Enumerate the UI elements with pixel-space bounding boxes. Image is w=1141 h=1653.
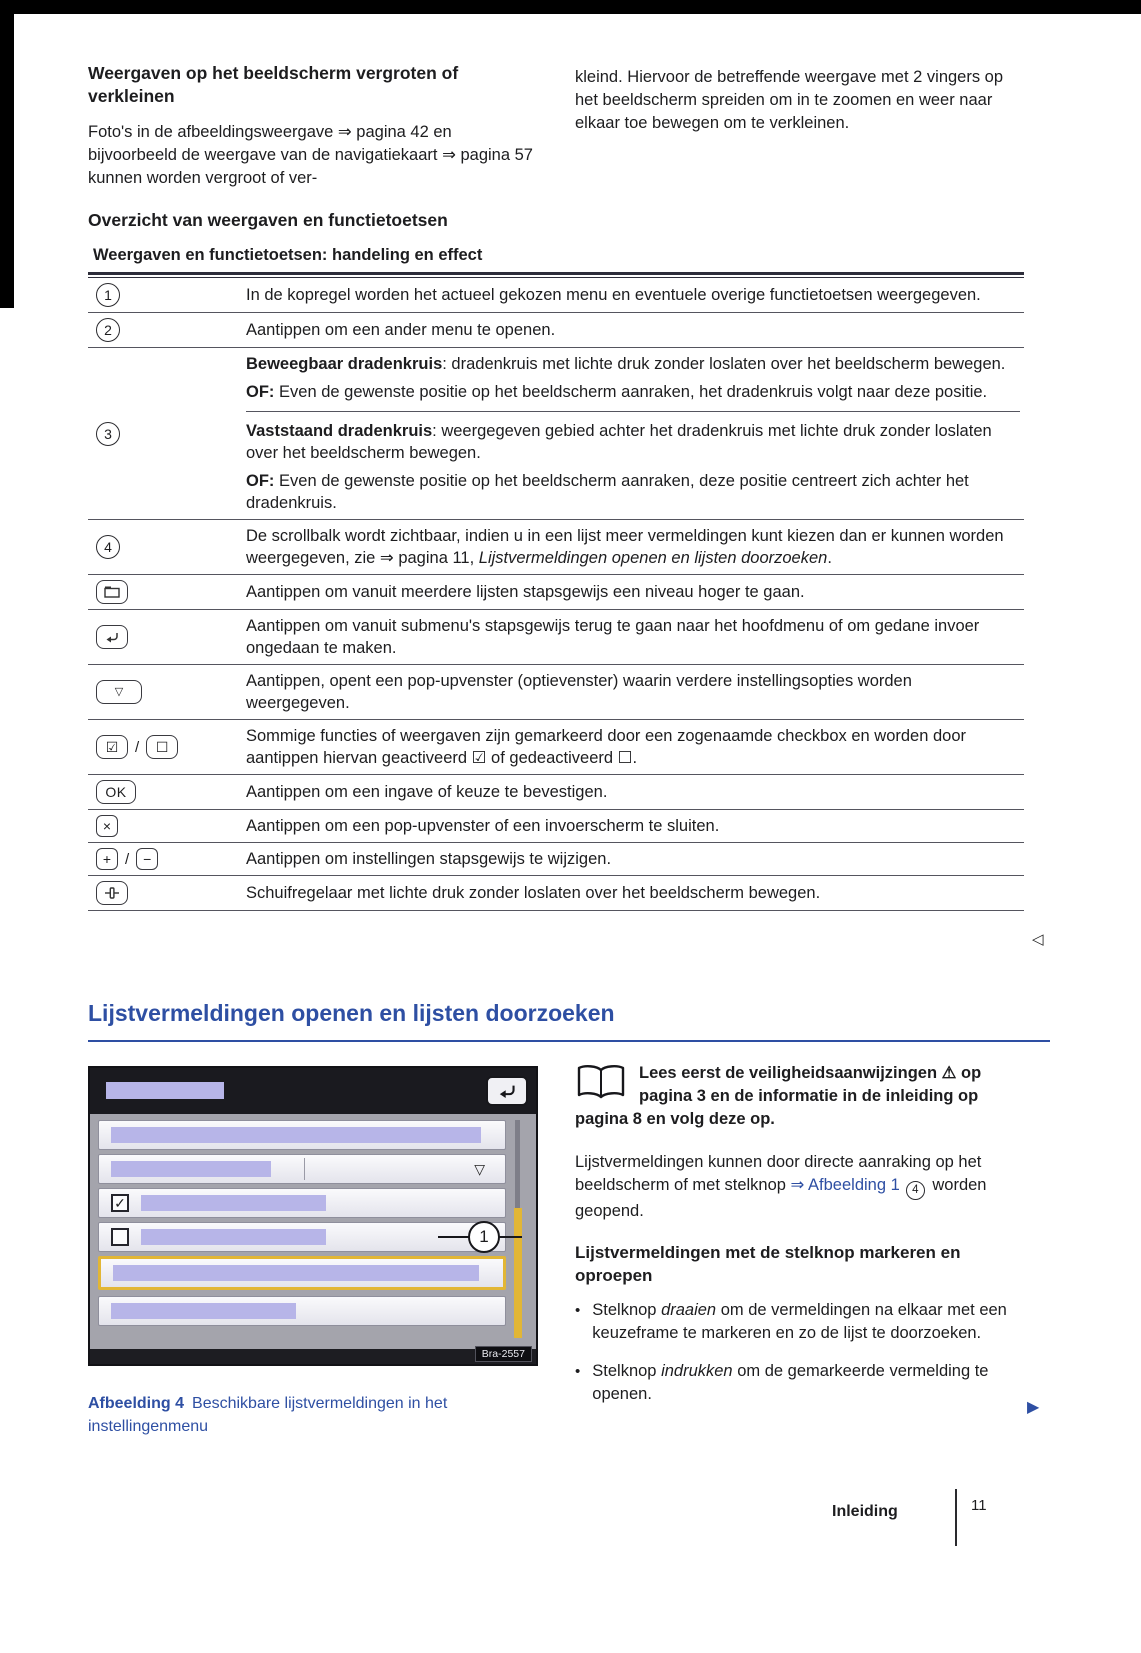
- row-symbol-cell: [88, 580, 246, 604]
- paragraph-tail: worden geopend.: [575, 1176, 987, 1220]
- figure-titlebar: [90, 1068, 536, 1114]
- warning-icon: ⚠: [941, 1064, 957, 1082]
- row-text: Aantippen, opent een pop-upvenster (optievenster) waarin verdere instellingsopties worden weergegeven.: [246, 672, 912, 712]
- list-entry-placeholder: [111, 1127, 481, 1143]
- level-up-key: [96, 580, 128, 604]
- figure-caption-text: Beschikbare lijstvermeldingen in het instellingenmenu: [88, 1395, 448, 1435]
- intro-left-column: [88, 62, 540, 190]
- minus-icon: −: [143, 851, 152, 867]
- paragraph: [575, 1151, 1027, 1223]
- checkbox-checked-icon: ☑: [105, 739, 119, 755]
- list-item-text: [592, 1299, 1027, 1345]
- bold-lead: Vaststaand dradenkruis: [246, 422, 433, 440]
- row-text-cell: [246, 319, 1024, 341]
- row-text: In de kopregel worden het actueel gekozen menu en eventuele overige functietoetsen weergegeven.: [246, 286, 981, 304]
- figure-scrollbar-thumb: [514, 1208, 522, 1338]
- row-symbol-cell: [88, 735, 246, 759]
- row-text-cell: [246, 882, 1024, 904]
- slider-icon: [104, 887, 120, 899]
- footer-page-number: 11: [971, 1497, 987, 1514]
- row-symbol-cell: [88, 780, 246, 804]
- figure-caption-label: Afbeelding 4: [88, 1395, 185, 1412]
- row-text-cell: [246, 848, 1024, 870]
- right-column: [575, 1062, 1027, 1421]
- row-symbol-cell: [88, 422, 246, 446]
- figure-list-entry: [98, 1188, 506, 1218]
- separator-slash: /: [125, 850, 130, 868]
- plus-icon: +: [102, 851, 112, 867]
- text-rest: Even de gewenste positie op het beeldscherm aanraken, het dradenkruis volgt naar deze positie.: [274, 383, 988, 401]
- row-text: [246, 381, 1020, 403]
- row-text: Aantippen om instellingen stapsgewijs te wijzigen.: [246, 850, 612, 868]
- circled-1-symbol: 1: [96, 283, 120, 307]
- bullet-icon: •: [575, 1363, 581, 1380]
- figure-back-button: [486, 1076, 528, 1106]
- ok-key: OK: [96, 780, 136, 804]
- row-symbol-cell: [88, 680, 246, 704]
- row-text-cell: [246, 525, 1024, 569]
- circled-3-symbol: 3: [96, 422, 120, 446]
- field-divider: [304, 1158, 305, 1180]
- row-symbol-cell: [88, 535, 246, 559]
- bullet-icon: •: [575, 1302, 581, 1319]
- table-row: [88, 720, 1024, 775]
- back-arrow-icon: [104, 631, 120, 644]
- figure-image-code: Bra-2557: [475, 1346, 532, 1362]
- back-key: [96, 625, 128, 649]
- row-symbol-cell: [88, 881, 246, 905]
- table-row: [88, 348, 1024, 520]
- paragraph-lead: Lijstvermeldingen kunnen door directe aanraking op het beeldscherm of met stelknop: [575, 1153, 982, 1194]
- checkbox-unchecked-icon: [111, 1228, 129, 1246]
- text-rest: Even de gewenste positie op het beeldscherm aanraken, deze positie centreert zich achter het dradenkruis.: [246, 472, 969, 512]
- safety-note: [575, 1062, 1027, 1131]
- table-row: [88, 843, 1024, 876]
- row-symbol-cell: [88, 318, 246, 342]
- italic-reference: Lijstvermeldingen openen en lijsten doorzoeken: [478, 549, 828, 567]
- text-tail: om de gemarkeerde vermelding te openen.: [592, 1362, 989, 1403]
- section-heading: Lijstvermeldingen openen en lijsten doorzoeken: [88, 1000, 615, 1026]
- close-key: [96, 815, 118, 837]
- list-entry-placeholder: [111, 1303, 296, 1319]
- row-symbol-cell: [88, 848, 246, 870]
- row-symbol-cell: [88, 625, 246, 649]
- text-tail: om de vermeldingen na elkaar met een keuzeframe te markeren en zo de lijst te doorzoeken.: [592, 1301, 1007, 1342]
- italic-term: indrukken: [661, 1362, 733, 1380]
- row-text-cell: [246, 815, 1024, 837]
- footer-section-title: Inleiding: [832, 1503, 898, 1520]
- overview-heading: Overzicht van weergaven en functietoetsen: [88, 210, 448, 230]
- separator-slash: /: [135, 738, 140, 756]
- figure-caption: [88, 1392, 540, 1438]
- row-text-cell: [246, 725, 1024, 769]
- footer-divider: [955, 1489, 957, 1546]
- intro-heading: Weergaven op het beeldscherm vergroten of verkleinen: [88, 63, 459, 106]
- list-entry-placeholder: [141, 1229, 326, 1245]
- row-text-cell: [246, 670, 1024, 714]
- row-text-cell: [246, 353, 1024, 514]
- row-text: Aantippen om een pop-upvenster of een invoerscherm te sluiten.: [246, 817, 720, 835]
- circled-4-symbol: 4: [96, 535, 120, 559]
- row-text-cell: [246, 284, 1024, 306]
- bold-lead: OF:: [246, 383, 275, 401]
- bold-lead: Beweegbaar dradenkruis: [246, 355, 443, 373]
- list-item: [575, 1299, 1027, 1345]
- text-rest: : dradenkruis met lichte druk zonder loslaten over het beeldscherm bewegen.: [442, 355, 1006, 373]
- checkbox-checked-inline-icon: ☑: [471, 749, 487, 767]
- list-entry-placeholder: [113, 1265, 479, 1281]
- section-continues-marker: ▶: [1027, 1399, 1040, 1416]
- list-item: [575, 1360, 1027, 1406]
- table-row: [88, 313, 1024, 348]
- row-text: Aantippen om vanuit submenu's stapsgewijs terug te gaan naar het hoofdmenu of om gedane invoer ongedaan te maken.: [246, 617, 980, 657]
- note-text-lead: Lees eerst de veiligheidsaanwijzingen: [639, 1064, 942, 1082]
- checkbox-checked-key: [96, 735, 128, 759]
- row-text: [246, 420, 1020, 464]
- table-row: [88, 810, 1024, 843]
- figure-afbeelding-4: [88, 1066, 538, 1366]
- checkbox-unchecked-key: [146, 735, 178, 759]
- row-text: Aantippen om vanuit meerdere lijsten stapsgewijs een niveau hoger te gaan.: [246, 583, 805, 601]
- plus-key: [96, 848, 118, 870]
- figure-list-entry-highlighted: [98, 1256, 506, 1290]
- row-text: [246, 525, 1020, 569]
- row-text: Aantippen om een ander menu te openen.: [246, 321, 556, 339]
- checkbox-checked-icon: [111, 1194, 129, 1212]
- intro-paragraph-right: kleind. Hiervoor de betreffende weergave met 2 vingers op het beeldscherm spreiden om in te zoomen en weer naar elkaar toe bewegen om te verkleinen.: [575, 68, 1004, 132]
- subsection-heading: Lijstvermeldingen met de stelknop markeren en oproepen: [575, 1243, 961, 1285]
- row-text-cell: [246, 615, 1024, 659]
- table-row: [88, 278, 1024, 313]
- table-row: [88, 775, 1024, 810]
- row-symbol-cell: [88, 815, 246, 837]
- section-continues-from-marker: ◁: [1032, 931, 1044, 948]
- row-text: Aantippen om een ingave of keuze te bevestigen.: [246, 783, 608, 801]
- text-lead: De scrollbalk wordt zichtbaar, indien u in een lijst meer vermeldingen kunt kiezen dan er kunnen worden weergegeven, zie ⇒ pagina 11,: [246, 527, 1004, 567]
- text-lead: Stelknop: [592, 1362, 662, 1380]
- row-text-cell: [246, 781, 1024, 803]
- figure-list-entry: [98, 1120, 506, 1150]
- checkbox-unchecked-icon: ☐: [155, 739, 169, 755]
- dropdown-icon: ▽: [474, 1161, 485, 1177]
- text-rest: : weergegeven gebied achter het dradenkruis met lichte druk zonder loslaten over het beeldscherm bewegen.: [246, 422, 992, 462]
- text-tail: .: [632, 749, 638, 767]
- row-text: [246, 470, 1020, 514]
- intro-paragraph-left: Foto's in de afbeeldingsweergave ⇒ pagina 42 en bijvoorbeeld de weergave van de navigatiekaart ⇒ pagina 57 kunnen worden vergroot of ver-: [88, 123, 533, 187]
- section-heading-rule: [88, 1040, 1050, 1042]
- text-tail: .: [827, 549, 832, 567]
- check-glyph: ✓: [114, 1195, 126, 1211]
- back-arrow-icon: [496, 1083, 518, 1100]
- list-item-text: [592, 1360, 1027, 1406]
- table-row: [88, 876, 1024, 911]
- row-text: [246, 725, 1020, 769]
- table-row: [88, 610, 1024, 665]
- crop-mark-left: [0, 0, 14, 308]
- list-entry-placeholder: [141, 1195, 326, 1211]
- figure-title-placeholder: [106, 1082, 224, 1099]
- text-mid: of gedeactiveerd: [486, 749, 618, 767]
- afbeelding-1-link[interactable]: ⇒ Afbeelding 1: [790, 1176, 900, 1194]
- table-row: [88, 575, 1024, 610]
- close-icon: ×: [102, 818, 112, 834]
- options-key: [96, 680, 142, 704]
- dropdown-icon: ▽: [114, 685, 124, 698]
- row-text: [246, 353, 1020, 375]
- figure-list-entry: [98, 1154, 506, 1184]
- manual-book-icon: [575, 1063, 627, 1103]
- text-lead: Sommige functies of weergaven zijn gemarkeerd door een zogenaamde checkbox en worden door aantippen hiervan geactiveerd: [246, 727, 967, 767]
- circled-2-symbol: 2: [96, 318, 120, 342]
- callout-1: 1: [468, 1221, 500, 1253]
- note-text-tail: op pagina 3 en de informatie in de inleiding op pagina 8 en volg deze op.: [575, 1064, 982, 1128]
- row-text-cell: [246, 581, 1024, 603]
- row-inner-separator: [246, 411, 1020, 412]
- function-keys-table: [88, 244, 1024, 911]
- bold-lead: OF:: [246, 472, 275, 490]
- table-row: [88, 665, 1024, 720]
- row-text: Schuifregelaar met lichte druk zonder loslaten over het beeldscherm bewegen.: [246, 884, 821, 902]
- text-lead: Stelknop: [592, 1301, 662, 1319]
- list-entry-placeholder: [111, 1161, 271, 1177]
- table-title: Weergaven en functietoetsen: handeling en effect: [93, 246, 483, 264]
- crop-mark-top: [0, 0, 1141, 14]
- figure-list-entry: [98, 1296, 506, 1326]
- checkbox-unchecked-inline-icon: ☐: [617, 749, 633, 767]
- minus-key: [136, 848, 158, 870]
- slider-key: [96, 881, 128, 905]
- row-symbol-cell: [88, 283, 246, 307]
- level-up-icon: [104, 586, 120, 598]
- circled-4-symbol: 4: [906, 1181, 925, 1200]
- intro-right-column: [575, 66, 1027, 135]
- figure-bottom-band: [90, 1349, 536, 1364]
- table-row: [88, 520, 1024, 575]
- italic-term: draaien: [661, 1301, 717, 1319]
